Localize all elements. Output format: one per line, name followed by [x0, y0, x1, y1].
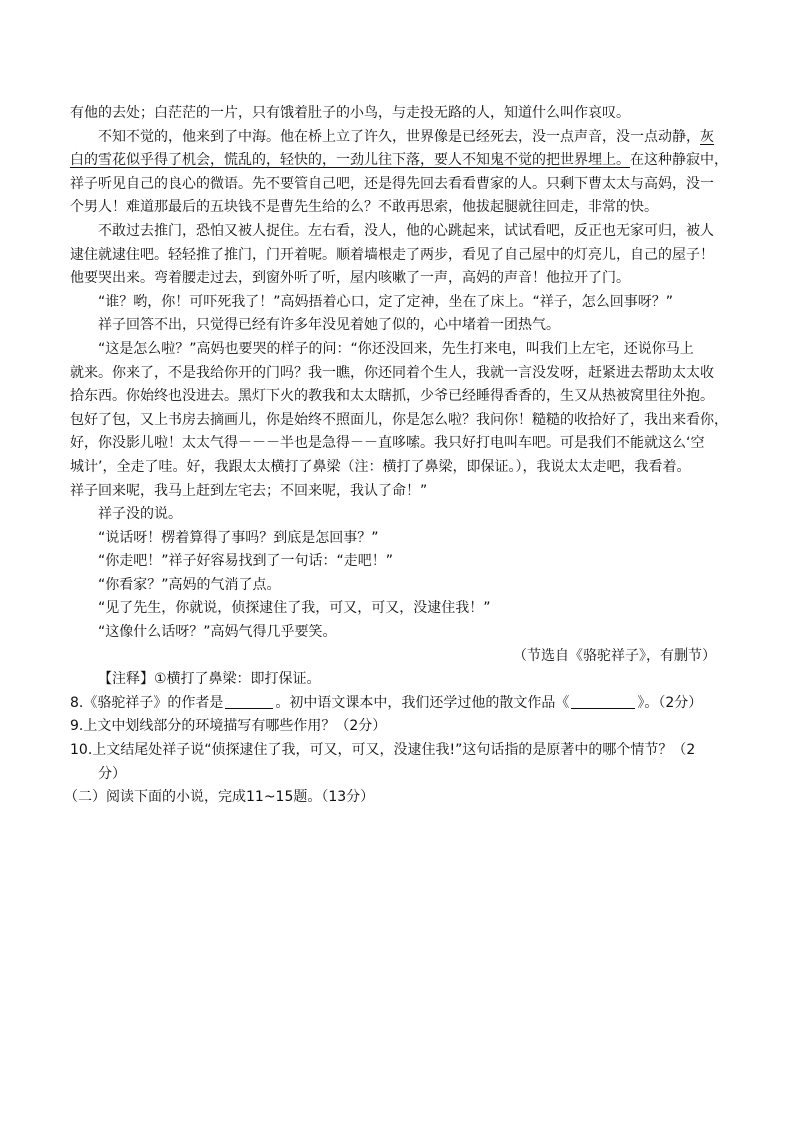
passage-line: 好，你没影儿啦！太太气得－－－半也是急得－－直哆嗦。我只好打电叫车吧。可是我们不能就这么‘空	[70, 435, 705, 452]
passage-line: 祥子回来呢，我马上赶到左宅去；不回来呢，我认了命！”	[70, 482, 428, 499]
passage-line: “见了先生，你就说，侦探逮住了我，可又，可又，没逮住我！”	[98, 600, 491, 617]
underlined-text: 灰	[700, 128, 714, 145]
passage-line: 个男人！难道那最后的五块钱不是曹先生给的么？不敢再思索，他拔起腿就往回走，非常的快。	[70, 199, 658, 216]
passage-line: 拾东西。你始终也没进去。黑灯下火的教我和太太瞎抓，少爷已经睡得香香的，生又从热被窝里往外抱。	[70, 388, 714, 405]
question-8	[70, 692, 730, 716]
passage-text: 在这种静寂中，	[630, 152, 728, 169]
question-text: 。初中语文课本中，我们还学过他的散文作品《	[275, 694, 570, 711]
passage-line: “你看家？”高妈的气消了点。	[98, 576, 281, 593]
passage-text: 不知不觉的，他来到了中海。他在桥上立了许久，世界像是已经死去，没一点声音，没一点动静，	[98, 128, 700, 145]
note: 【注释】①横打了鼻梁：即打保证。	[98, 671, 321, 688]
document-page	[64, 102, 730, 810]
underlined-text: 白的雪花似乎得了机会，慌乱的，轻快的，一劲儿往下落，要人不知鬼不觉的把世界埋上。	[70, 152, 630, 169]
passage-line: 不敢过去推门，恐怕又被人捉住。左右看，没人，他的心跳起来，试试看吧，反正也无家可归，被人	[98, 222, 714, 239]
passage-line	[70, 126, 730, 150]
passage-line	[70, 149, 730, 173]
passage-line: “谁？哟，你！可吓死我了！”高妈捂着心口，定了定神，坐在了床上。“祥子，怎么回事呀？”	[98, 293, 674, 310]
passage-line: “说话呀！楞着算得了事吗？到底是怎回事？”	[98, 529, 379, 546]
question-9: 9.上文中划线部分的环境描写有哪些作用？（2分）	[70, 718, 387, 735]
passage-line: 祥子听见自己的良心的微语。先不要管自己吧，还是得先回去看看曹家的人。只剩下曹太太与高妈，没一	[70, 175, 714, 192]
passage-line: “这是怎么啦？”高妈也要哭的样子的问：“你还没回来，先生打来电，叫我们上左宅，还说你马上	[98, 340, 694, 357]
passage-line: 包好了包，又上书房去摘画儿，你是始终不照面儿，你是怎么啦？我问你！糙糙的收拾好了，我出来看你，	[70, 411, 728, 428]
passage-line: 祥子回答不出，只觉得已经有许多年没见着她了似的，心中堵着一团热气。	[98, 317, 560, 334]
passage-line: 祥子没的说。	[98, 506, 182, 523]
question-10: 10.上文结尾处祥子说“侦探逮住了我，可又，可又，没逮住我!”这句话指的是原著中的哪个情节？（2	[70, 742, 696, 759]
question-text: 》。（2分）	[637, 694, 703, 711]
passage-line: “这像什么话呀？”高妈气得几乎要笑。	[98, 624, 337, 641]
passage-line: “你走吧！”祥子好容易找到了一句话：“走吧！”	[98, 553, 394, 570]
passage-line: 就来。你来了，不是我给你开的门吗？我一瞧，你还同着个生人，我就一言没发呀，赶紧进去帮助太太收	[70, 364, 714, 381]
question-10-continued: 分）	[98, 765, 126, 782]
passage-line: 城计’，全走了哇。好，我跟太太横打了鼻梁（注：横打了鼻梁，即保证。），我说太太走吧，我看着。	[70, 458, 691, 475]
section-heading: （二）阅读下面的小说，完成11~15题。（13分）	[64, 789, 375, 806]
passage-line: 他要哭出来。弯着腰走过去，到窗外听了听，屋内咳嗽了一声，高妈的声音！他拉开了门。	[70, 270, 630, 287]
question-text: 8.《骆驼祥子》的作者是	[70, 694, 224, 711]
answer-blank[interactable]	[571, 694, 635, 709]
passage-source: （节选自《骆驼祥子》，有删节）	[513, 647, 716, 664]
passage-line: 逮住就逮住吧。轻轻推了推门，门开着呢。顺着墙根走了两步，看见了自己屋中的灯亮儿，自己的屋子！	[70, 246, 714, 263]
passage-line: 有他的去处；白茫茫的一片，只有饿着肚子的小鸟，与走投无路的人，知道什么叫作哀叹。	[70, 105, 630, 121]
answer-blank[interactable]	[225, 694, 273, 709]
